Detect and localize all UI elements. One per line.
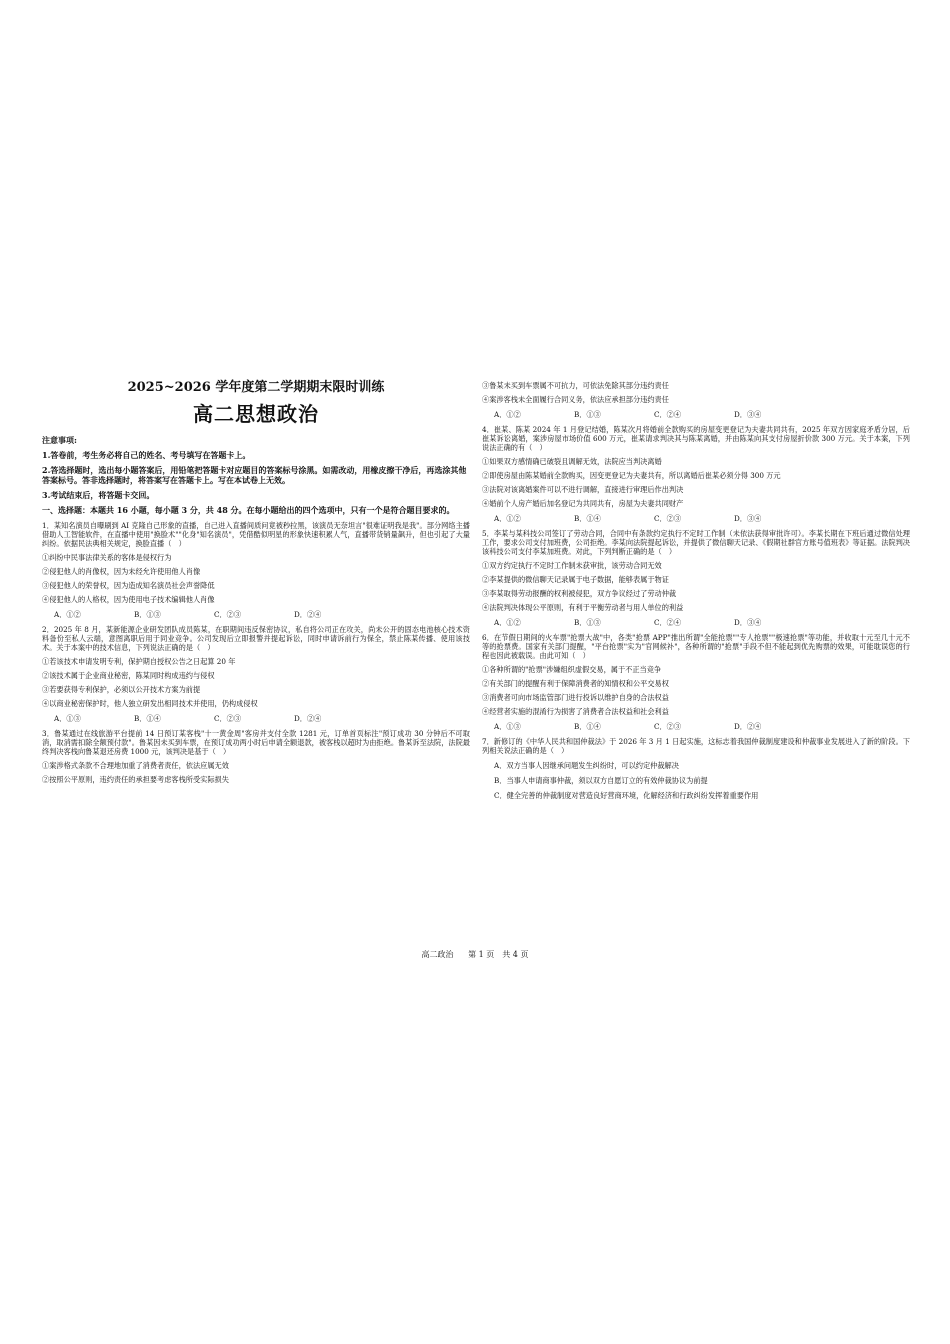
option-b: B．①④ bbox=[574, 514, 601, 523]
option-d: D．②④ bbox=[294, 610, 322, 620]
answer-options bbox=[54, 714, 470, 723]
option-a: A．①② bbox=[494, 618, 521, 627]
question-stem: 1．某知名演员自曝刷到 AI 克隆自己形象的直播，自己进入直播间质问竟被秒拉黑，该演员无奈坦言"很难证明我是我"。部分网络主播借助人工智能软件，在直播中使用"换脸术""化身"知名演员"，凭借酷似明星的形象快速积累人气，直播带货销量飙升，但也引起了大量纠纷。依据民法典相关规定，换脸直播（ ） bbox=[42, 521, 470, 549]
footer-subject: 高二政治 bbox=[421, 950, 454, 959]
statement: ①双方约定执行不定时工作制未获审批，该劳动合同无效 bbox=[482, 561, 662, 570]
option-b: B．①④ bbox=[134, 714, 161, 724]
statement: ④案涉客栈未全面履行合同义务，依法应承担部分违约责任 bbox=[482, 395, 669, 404]
question-4 bbox=[482, 425, 910, 523]
option-c: C．②③ bbox=[214, 610, 242, 620]
question-5 bbox=[482, 529, 910, 627]
option-c: C．②④ bbox=[654, 618, 682, 627]
option-a: A．①③ bbox=[54, 714, 81, 724]
question-3-continued bbox=[482, 381, 910, 419]
question-1 bbox=[42, 521, 470, 619]
option-b: B．①③ bbox=[574, 410, 601, 419]
statement: ②该技术属于企业商业秘密，陈某同时构成违约与侵权 bbox=[42, 671, 215, 681]
statement: ④经营者实施的混淆行为损害了消费者合法权益和社会利益 bbox=[482, 707, 669, 716]
statement: ①若该技术申请发明专利，保护期自授权公告之日起算 20 年 bbox=[42, 657, 236, 667]
answer-choices bbox=[494, 761, 910, 800]
question-2 bbox=[42, 625, 470, 723]
statement: ③侵犯他人的荣誉权，因为造成知名演员社会声誉降低 bbox=[42, 581, 215, 591]
option-b: B．①③ bbox=[134, 610, 161, 620]
answer-options bbox=[494, 410, 910, 419]
statement: ①案涉格式条款不合理地加重了消费者责任，依法应属无效 bbox=[42, 761, 229, 771]
note-item: 2.答选择题时，选出每小题答案后，用铅笔把答题卡对应题目的答案标号涂黑。如需改动，用橡皮擦干净后，再选涂其他答案标号。答非选择题时，将答案写在答题卡上。写在本试卷上无效。 bbox=[42, 465, 467, 486]
option-a: A．①② bbox=[494, 514, 521, 523]
statement: ④婚前个人房产婚后加名登记为共同共有，房屋为夫妻共同财产 bbox=[482, 499, 684, 508]
option-c: C．②③ bbox=[654, 722, 682, 731]
option-a: A．①③ bbox=[494, 722, 521, 731]
statement: ④侵犯他人的人格权，因为使用电子技术编辑他人肖像 bbox=[42, 595, 215, 605]
choice-b: B．当事人申请商事仲裁，须以双方自愿订立的有效仲裁协议为前提 bbox=[494, 776, 708, 785]
statement: ①如果双方感情确已破裂且调解无效，法院应当判决离婚 bbox=[482, 457, 662, 466]
question-stem: 5．李某与某科技公司签订了劳动合同，合同中有条款约定执行不定时工作制（未依法获得审批许可）。李某长期在下班后通过微信处理工作，要求公司支付加班费，公司拒绝。李某向法院提起诉讼，并提供了微信聊天记录、《假期社群官方账号值班表》等证据。法院判决该科技公司支付李某加班费。对此，下列判断正确的是（ ） bbox=[482, 529, 910, 556]
statement: ④以商业秘密保护时，他人独立研发出相同技术并使用，仍构成侵权 bbox=[42, 699, 258, 709]
statement: ③李某取得劳动报酬的权利被侵犯，双方争议经过了劳动仲裁 bbox=[482, 589, 677, 598]
notes-title: 注意事项: bbox=[42, 435, 77, 446]
statement: ③若要获得专利保护，必须以公开技术方案为前提 bbox=[42, 685, 201, 695]
answer-options bbox=[494, 514, 910, 523]
option-b: B．①④ bbox=[574, 722, 601, 731]
note-item: 3.考试结束后，将答题卡交回。 bbox=[42, 490, 155, 501]
option-c: C．②④ bbox=[654, 410, 682, 419]
option-d: D．②④ bbox=[734, 722, 762, 731]
statement: ③法院对该离婚案件可以不进行调解，直接进行审理后作出判决 bbox=[482, 485, 684, 494]
answer-options bbox=[494, 618, 910, 627]
question-3 bbox=[42, 729, 470, 784]
choice-a: A．双方当事人因继承问题发生纠纷时，可以约定仲裁解决 bbox=[494, 761, 679, 770]
option-d: D．③④ bbox=[734, 618, 762, 627]
question-stem: 6．在节假日期间的火车票"抢票大战"中，各类"抢票 APP"推出所谓"全能抢票""专人抢票""极速抢票"等功能，并收取十元至几十元不等的抢票费。国家有关部门提醒，"平台抢票"实为"官网候补"，各种所谓的"抢票"手段不但不能起到优先购票的效果，可能耽误您的行程也因此被载误。由此可知（ ） bbox=[482, 633, 910, 660]
page-number: 第 1 页 共 4 页 bbox=[468, 950, 529, 959]
option-d: D．②④ bbox=[294, 714, 322, 724]
question-stem: 2．2025 年 8 月，某新能源企业研发团队成员陈某，在职期间违反保密协议，私自将公司正在攻关，尚未公开的固态电池核心技术资料备份至私人云端，意图离职后用于同业竞争。公司发现后立即报警并提起诉讼，同时申请诉前行为保全，禁止陈某传播、使用该技术。关于本案中的技术信息，下列说法正确的是（ ） bbox=[42, 625, 470, 653]
statement: ②按照公平原则，违约责任的承担要考虑客栈所受实际损失 bbox=[42, 775, 229, 785]
question-stem: 3．鲁某通过在线旅游平台提前 14 日预订某客栈"十一黄金周"客房并支付全款 1281 元，订单首页标注"预订成功 30 分钟后不可取消，取消需扣除全额预付款"。鲁某因未买到车票，在预订成功两小时后申请全额退款，被客栈以超时为由拒绝。鲁某诉至法院，法院最终判决客栈向鲁某退还房费 1000 元，该判决是基于（ ） bbox=[42, 729, 470, 757]
statement: ②即使房屋由陈某婚前全款购买，因变更登记为夫妻共有，所以离婚后崔某必须分得 300 万元 bbox=[482, 471, 781, 480]
answer-options bbox=[54, 610, 470, 619]
statement: ②侵犯他人的肖像权，因为未经允许使用他人肖像 bbox=[42, 567, 201, 577]
option-a: A．①② bbox=[54, 610, 81, 620]
exam-title: 2025~2026 学年度第二学期期末限时训练 bbox=[127, 380, 385, 395]
section-heading: 一、选择题：本题共 16 小题，每小题 3 分，共 48 分。在每小题给出的四个选项中，只有一个是符合题目要求的。 bbox=[42, 505, 455, 516]
statement: ③鲁某未买到车票属不可抗力，可依法免除其部分违约责任 bbox=[482, 381, 669, 390]
subject-title: 高二思想政治 bbox=[193, 402, 319, 427]
statement: ②李某提供的微信聊天记录属于电子数据，能够表属于物证 bbox=[482, 575, 669, 584]
page-footer bbox=[0, 949, 950, 960]
statement: ②有关部门的提醒有利于保障消费者的知情权和公平交易权 bbox=[482, 679, 669, 688]
note-item: 1.答卷前，考生务必将自己的姓名、考号填写在答题卡上。 bbox=[42, 450, 251, 461]
question-7 bbox=[482, 737, 910, 800]
option-b: B．①③ bbox=[574, 618, 601, 627]
statement: ③消费者可向市场监管部门进行投诉以维护自身的合法权益 bbox=[482, 693, 669, 702]
answer-options bbox=[494, 722, 910, 731]
choice-c: C．健全完善的仲裁制度对营造良好营商环境，化解经济和行政纠纷发挥着重要作用 bbox=[494, 791, 759, 800]
left-column bbox=[42, 376, 470, 789]
question-stem: 7．新修订的《中华人民共和国仲裁法》于 2026 年 3 月 1 日起实施，这标志着我国仲裁制度建设和仲裁事业发展进入了新的阶段。下列相关说法正确的是（ ） bbox=[482, 737, 910, 755]
statement: ④法院判决体现公平原则，有利于平衡劳动者与用人单位的利益 bbox=[482, 603, 684, 612]
option-a: A．①② bbox=[494, 410, 521, 419]
right-column bbox=[482, 376, 910, 806]
question-stem: 4．崔某、陈某 2024 年 1 月登记结婚，陈某次月将婚前全款购买的房屋变更登记为夫妻共同共有，2025 年双方因家庭矛盾分居，后崔某诉讼离婚，案涉房屋市场价值 600 万元，崔某请求判决其与陈某离婚，并由陈某向其支付房屋折价款 300 万元。关于本案，下列说法正确的有（ ） bbox=[482, 425, 910, 452]
statement: ①各种所谓的"抢票"涉嫌组织虚假交易，属于不正当竞争 bbox=[482, 665, 662, 674]
question-6 bbox=[482, 633, 910, 731]
option-c: C．②③ bbox=[654, 514, 682, 523]
option-d: D．③④ bbox=[734, 514, 762, 523]
statement: ①纠纷中民事法律关系的客体是侵权行为 bbox=[42, 553, 172, 563]
option-c: C．②③ bbox=[214, 714, 242, 724]
option-d: D．③④ bbox=[734, 410, 762, 419]
